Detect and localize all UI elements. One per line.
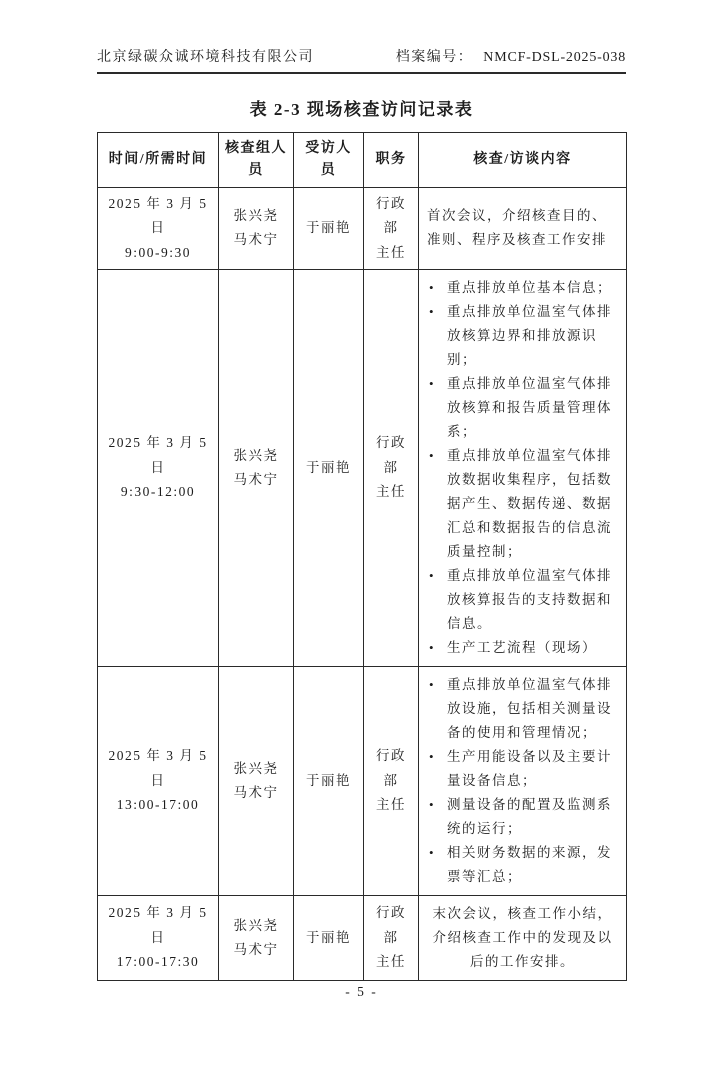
cell-team xyxy=(219,188,294,270)
team-member: 马术宁 xyxy=(233,784,279,800)
cell-content xyxy=(419,269,627,666)
cell-time xyxy=(98,269,219,666)
cell-position xyxy=(364,269,419,666)
bullet-icon: • xyxy=(429,303,434,319)
page-number: - 5 - xyxy=(345,984,378,999)
cell-position xyxy=(364,666,419,895)
time-range-text: 9:30-12:00 xyxy=(120,484,196,500)
bullet-list xyxy=(427,673,618,889)
bullet-icon: • xyxy=(429,639,434,655)
company-name: 北京绿碳众诚环境科技有限公司 xyxy=(97,50,314,65)
column-header-interviewee: 受访人员 xyxy=(294,133,364,188)
cell-position xyxy=(364,895,419,980)
team-member: 张兴尧 xyxy=(233,760,279,776)
column-header-team: 核查组人员 xyxy=(219,133,294,188)
time-range-text: 17:00-17:30 xyxy=(116,954,200,970)
cell-time xyxy=(98,895,219,980)
table-row xyxy=(98,188,627,270)
table-row xyxy=(98,269,627,666)
cell-team xyxy=(219,666,294,895)
position-text: 主任 xyxy=(376,954,406,970)
date-text: 2025 年 3 月 5 日 xyxy=(108,905,208,945)
bullet-icon: • xyxy=(429,676,434,692)
cell-time xyxy=(98,188,219,270)
date-text: 2025 年 3 月 5 日 xyxy=(108,748,208,788)
list-item: • 重点排放单位温室气体排放核算边界和排放源识别； xyxy=(427,300,618,372)
cell-position xyxy=(364,188,419,270)
cell-content: 末次会议，核查工作小结，介绍核查工作中的发现及以后的工作安排。 xyxy=(419,895,627,980)
position-text: 行政部 xyxy=(376,748,406,788)
list-item: • 测量设备的配置及监测系统的运行； xyxy=(427,793,618,841)
date-text: 2025 年 3 月 5 日 xyxy=(108,435,208,475)
cell-content: 首次会议，介绍核查目的、准则、程序及核查工作安排 xyxy=(419,188,627,270)
table-title: 表 2-3 现场核查访问记录表 xyxy=(249,100,474,119)
team-member: 张兴尧 xyxy=(233,917,279,933)
position-text: 主任 xyxy=(376,797,406,813)
time-range-text: 13:00-17:00 xyxy=(116,797,200,813)
team-member: 张兴尧 xyxy=(233,447,279,463)
list-item: • 重点排放单位温室气体排放核算和报告质量管理体系； xyxy=(427,372,618,444)
team-member: 张兴尧 xyxy=(233,208,279,224)
table-row xyxy=(98,895,627,980)
doc-number-label: 档案编号： xyxy=(395,50,474,65)
cell-interviewee: 于丽艳 xyxy=(294,269,364,666)
position-text: 行政部 xyxy=(376,196,406,236)
list-item: • 重点排放单位基本信息； xyxy=(427,276,618,300)
page-header xyxy=(97,46,626,74)
cell-interviewee: 于丽艳 xyxy=(294,188,364,270)
table-row xyxy=(98,666,627,895)
list-item: • 生产用能设备以及主要计量设备信息； xyxy=(427,745,618,793)
document-page xyxy=(97,46,626,981)
team-member: 马术宁 xyxy=(233,941,279,957)
column-header-content: 核查/访谈内容 xyxy=(419,133,627,188)
column-header-time: 时间/所需时间 xyxy=(98,133,219,188)
time-range-text: 9:00-9:30 xyxy=(125,244,191,260)
cell-interviewee: 于丽艳 xyxy=(294,666,364,895)
team-member: 马术宁 xyxy=(233,232,279,248)
list-item: • 生产工艺流程（现场） xyxy=(427,636,618,660)
list-item: • 重点排放单位温室气体排放设施，包括相关测量设备的使用和管理情况； xyxy=(427,673,618,745)
bullet-list xyxy=(427,276,618,660)
cell-content xyxy=(419,666,627,895)
list-item: • 重点排放单位温室气体排放核算报告的支持数据和信息。 xyxy=(427,564,618,636)
visit-record-table xyxy=(97,132,627,981)
doc-number-value: NMCF-DSL-2025-038 xyxy=(483,50,626,65)
column-header-position: 职务 xyxy=(364,133,419,188)
list-item: • 相关财务数据的来源，发票等汇总； xyxy=(427,841,618,889)
position-text: 行政部 xyxy=(376,435,406,475)
team-member: 马术宁 xyxy=(233,471,279,487)
bullet-icon: • xyxy=(429,375,434,391)
cell-interviewee: 于丽艳 xyxy=(294,895,364,980)
doc-number xyxy=(396,46,626,66)
list-item: • 重点排放单位温室气体排放数据收集程序，包括数据产生、数据传递、数据汇总和数据报告的信息流质量控制； xyxy=(427,444,618,564)
cell-team xyxy=(219,895,294,980)
cell-team xyxy=(219,269,294,666)
bullet-icon: • xyxy=(429,567,434,583)
bullet-icon: • xyxy=(429,844,434,860)
bullet-icon: • xyxy=(429,279,434,295)
position-text: 主任 xyxy=(376,484,406,500)
position-text: 主任 xyxy=(376,244,406,260)
bullet-icon: • xyxy=(429,748,434,764)
table-header-row xyxy=(98,133,627,188)
date-text: 2025 年 3 月 5 日 xyxy=(108,196,208,236)
bullet-icon: • xyxy=(429,796,434,812)
bullet-icon: • xyxy=(429,447,434,463)
position-text: 行政部 xyxy=(376,905,406,945)
cell-time xyxy=(98,666,219,895)
